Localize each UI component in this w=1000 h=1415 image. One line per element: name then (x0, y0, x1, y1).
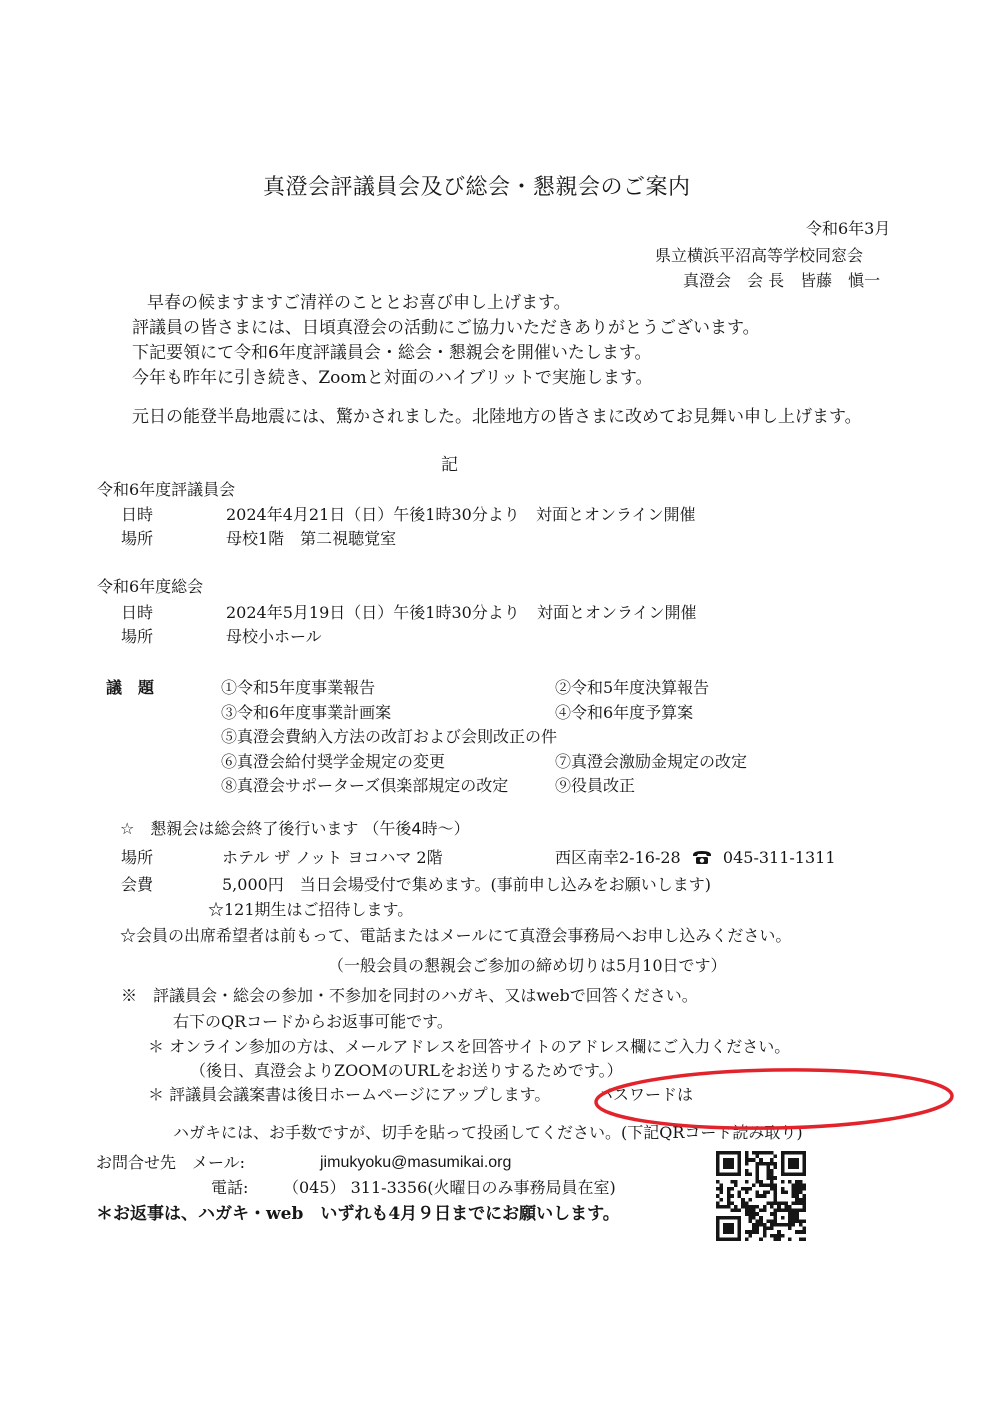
note-online: ＊ オンライン参加の方は、メールアドレスを回答サイトのアドレス欄にご入力ください。 (148, 1037, 791, 1056)
agenda-item: ①令和5年度事業報告 (221, 678, 376, 697)
intro-line-2: 評議員の皆さまには、日頃真澄会の活動にご協力いただきありがとうございます。 (132, 318, 760, 338)
contact-label: お問合せ先 メール: (96, 1153, 246, 1172)
intro-line-4: 今年も昨年に引き続き、Zoomと対面のハイブリットで実施します。 (132, 368, 653, 388)
agenda-item: ⑥真澄会給付奨学金規定の変更 (221, 752, 446, 771)
party-apply: ☆会員の出席希望者は前もって、電話またはメールにて真澄会事務局へお申し込みください。 (120, 926, 792, 945)
note-postcard: ハガキには、お手数ですが、切手を貼って投函してください。(下記QRコード読み取り) (173, 1123, 803, 1142)
party-invite: ☆121期生はご招待します。 (208, 900, 414, 919)
party-deadline: （一般会員の懇親会ご参加の締め切りは5月10日です） (328, 956, 727, 975)
phone-icon (692, 850, 712, 865)
agenda-item: ⑤真澄会費納入方法の改訂および会則改正の件 (221, 727, 558, 746)
agenda-item: ④令和6年度予算案 (555, 703, 694, 722)
agenda-label: 議 題 (106, 678, 155, 697)
sender-name: 真澄会 会 長 皆藤 愼一 (683, 271, 881, 290)
contact-email[interactable]: jimukyoku@masumikai.org (320, 1154, 512, 1171)
qr-code[interactable] (716, 1150, 806, 1242)
general-date-value: 2024年5月19日（日）午後1時30分より (226, 603, 520, 622)
party-fee-label: 会費 (121, 875, 154, 894)
party-place-label: 場所 (121, 848, 154, 867)
party-address-text: 西区南幸2-16-28 (555, 848, 681, 867)
agenda-item: ⑦真澄会激励金規定の改定 (555, 752, 748, 771)
council-heading: 令和6年度評議員会 (97, 480, 236, 499)
reply-deadline: ＊お返事は、ハガキ・web いずれも4月９日までにお願いします。 (96, 1204, 620, 1224)
council-place-label: 場所 (121, 529, 154, 548)
party-phone: 045-311-1311 (722, 848, 836, 867)
note-password: パスワードは (597, 1085, 694, 1104)
agenda-item: ⑧真澄会サポーターズ倶楽部規定の改定 (221, 776, 509, 795)
general-heading: 令和6年度総会 (97, 577, 204, 596)
page-title: 真澄会評議員会及び総会・懇親会のご案内 (263, 175, 691, 200)
general-place-label: 場所 (121, 627, 154, 646)
sender-organization: 県立横浜平沼高等学校同窓会 (655, 246, 864, 265)
council-date-label: 日時 (121, 505, 154, 524)
council-date-value: 2024年4月21日（日）午後1時30分より (226, 505, 520, 524)
contact-tel-value: （045） 311-3356(火曜日のみ事務局員在室) (283, 1178, 616, 1197)
intro-line-3: 下記要領にて令和6年度評議員会・総会・懇親会を開催いたします。 (132, 343, 652, 363)
party-place-value: ホテル ザ ノット ヨコハマ 2階 (222, 848, 443, 867)
ki-heading: 記 (441, 455, 458, 475)
note-qr: 右下のQRコードからお返事可能です。 (173, 1012, 453, 1031)
intro-line-5: 元日の能登半島地震には、驚かされました。北陸地方の皆さまに改めてお見舞い申し上げます。 (132, 407, 862, 427)
intro-line-1: 早春の候ますますご清祥のこととお喜び申し上げます。 (147, 293, 571, 313)
general-date-note: 対面とオンライン開催 (537, 603, 697, 622)
red-circle-annotation (592, 1066, 957, 1132)
note-main: ※ 評議員会・総会の参加・不参加を同封のハガキ、又はwebで回答ください。 (121, 986, 698, 1005)
contact-tel-label: 電話: (211, 1178, 249, 1197)
agenda-item: ⑨役員改正 (555, 776, 636, 795)
general-date-label: 日時 (121, 603, 154, 622)
party-heading: ☆ 懇親会は総会終了後行います （午後4時～） (120, 819, 470, 838)
party-fee-value: 5,000円 当日会場受付で集めます。(事前申し込みをお願いします) (222, 875, 712, 894)
agenda-item: ③令和6年度事業計画案 (221, 703, 392, 722)
council-date-note: 対面とオンライン開催 (536, 505, 696, 524)
agenda-item: ②令和5年度決算報告 (555, 678, 710, 697)
general-place-value: 母校小ホール (226, 627, 322, 646)
note-docs: ＊ 評議員会議案書は後日ホームページにアップします。 (148, 1085, 551, 1104)
issue-date: 令和6年3月 (806, 219, 891, 238)
council-place-value: 母校1階 第二視聴覚室 (226, 529, 397, 548)
note-online-sub: （後日、真澄会よりZOOMのURLをお送りするためです。） (190, 1061, 623, 1080)
party-address (555, 850, 836, 867)
